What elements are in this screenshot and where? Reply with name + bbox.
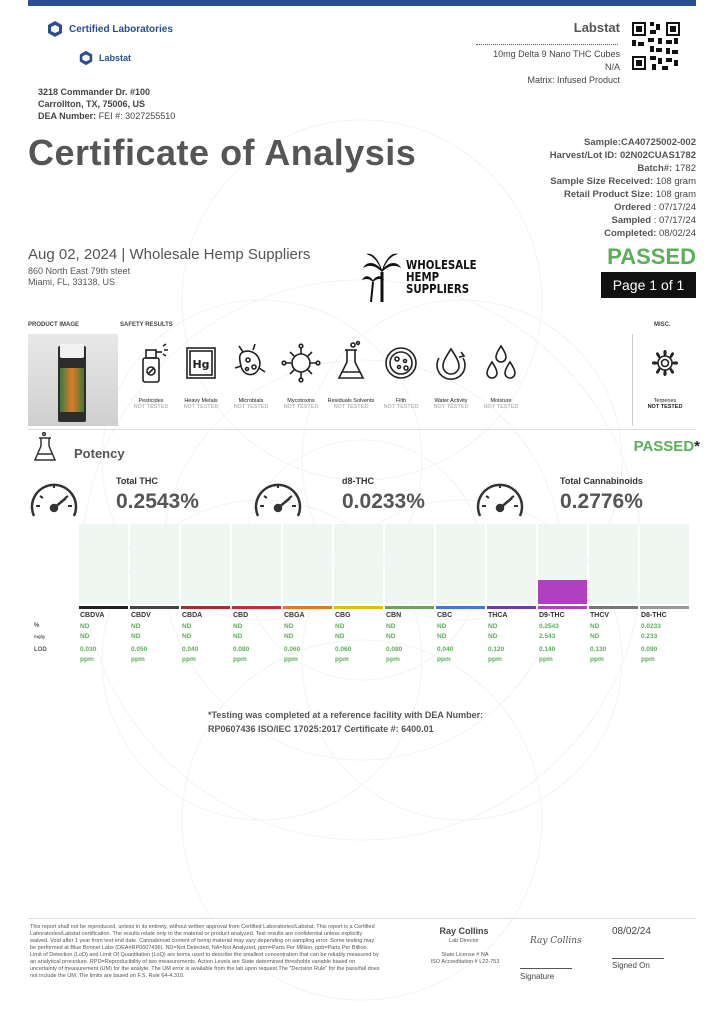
lab-address-line1: 3218 Commander Dr. #100 bbox=[38, 87, 151, 97]
potency-star: * bbox=[694, 438, 700, 455]
category-label-thcv: THCV bbox=[590, 612, 610, 619]
lod-value-cbdva: 0.030 bbox=[80, 646, 97, 653]
svg-text:Hg: Hg bbox=[192, 358, 210, 371]
safety-item-water-activity bbox=[426, 340, 476, 410]
heavy-metals-status: NOT TESTED bbox=[183, 404, 219, 410]
chart-column-bg-cbd bbox=[232, 524, 281, 604]
safety-results-label: SAFETY RESULTS bbox=[120, 322, 173, 328]
percent-value-thca: ND bbox=[488, 623, 498, 630]
client-street: 860 North East 79th steet bbox=[28, 266, 131, 276]
pesticides-status: NOT TESTED bbox=[133, 404, 169, 410]
ordered-value: : 07/17/24 bbox=[651, 202, 696, 213]
reference-note-line2: RP0607436 ISO/IEC 17025:2017 Certificate #: 6400.01 bbox=[208, 724, 434, 734]
signed-date: 08/02/24 bbox=[612, 926, 651, 937]
percent-value-cbda: ND bbox=[182, 623, 192, 630]
chart-column-bg-cbg bbox=[334, 524, 383, 604]
product-cap bbox=[60, 344, 84, 358]
retail-size-value: 108 gram bbox=[653, 189, 696, 200]
labstat-logo bbox=[78, 50, 131, 66]
lod-value-cbdv: 0.050 bbox=[131, 646, 148, 653]
lod-unit-cbga: ppm bbox=[284, 656, 298, 663]
client-logo-word-1: WHOLESALE bbox=[406, 258, 477, 272]
percent-value-cbg: ND bbox=[335, 623, 345, 630]
lod-value-cbda: 0.040 bbox=[182, 646, 199, 653]
client-line: Aug 02, 2024 | Wholesale Hemp Suppliers bbox=[28, 246, 311, 263]
top-accent-bar bbox=[28, 0, 696, 6]
signer-title: Lab Director bbox=[449, 938, 479, 944]
category-label-d9-thc: D9-THC bbox=[539, 612, 565, 619]
petri-dish-icon bbox=[381, 340, 421, 386]
chart-column-bg-cbdv bbox=[130, 524, 179, 604]
gauge-d8-thc-icon bbox=[252, 476, 304, 522]
chart-column-bg-cbc bbox=[436, 524, 485, 604]
spray-bottle-icon bbox=[131, 340, 171, 386]
dea-value: FEI #: 3027255510 bbox=[96, 111, 176, 121]
product-image-label: PRODUCT IMAGE bbox=[28, 322, 79, 328]
labstat-logo-text: Labstat bbox=[99, 53, 132, 63]
chart-baseline-thcv bbox=[589, 606, 638, 609]
lod-value-cbn: 0.080 bbox=[386, 646, 403, 653]
product-matrix: Matrix: Infused Product bbox=[527, 75, 620, 85]
percent-value-d9-thc: 0.2543 bbox=[539, 623, 559, 630]
category-label-cbda: CBDA bbox=[182, 612, 203, 619]
cannabinoid-bar-chart bbox=[78, 524, 690, 610]
mgg-value-cbdv: ND bbox=[131, 633, 141, 640]
flower-icon bbox=[644, 340, 686, 386]
filth-name: Filth bbox=[395, 398, 407, 404]
heavy-metals-name: Heavy Metals bbox=[184, 398, 218, 404]
moisture-status: NOT TESTED bbox=[483, 404, 519, 410]
chart-column-bg-cbda bbox=[181, 524, 230, 604]
residual-solvents-status: NOT TESTED bbox=[333, 404, 369, 410]
lod-value-thca: 0.120 bbox=[488, 646, 505, 653]
lod-value-cbd: 0.080 bbox=[233, 646, 250, 653]
client-address bbox=[28, 266, 130, 288]
completed-label: Completed: bbox=[604, 228, 657, 239]
percent-value-cbn: ND bbox=[386, 623, 396, 630]
microbe-icon bbox=[231, 340, 271, 386]
lod-value-d8-thc: 0.090 bbox=[641, 646, 658, 653]
client-logo-text bbox=[406, 259, 477, 295]
signature-scribble: Ray Collins bbox=[530, 936, 582, 946]
misc-terpenes bbox=[632, 334, 697, 426]
mgg-value-cbn: ND bbox=[386, 633, 396, 640]
percent-value-cbc: ND bbox=[437, 623, 447, 630]
lod-unit-cbdva: ppm bbox=[80, 656, 94, 663]
iso-accreditation: ISO Accreditation # L22-753 bbox=[430, 959, 500, 965]
dea-label: DEA Number: bbox=[38, 111, 97, 121]
pesticides-name: Pesticides bbox=[138, 398, 164, 404]
lod-value-cbc: 0.040 bbox=[437, 646, 454, 653]
category-label-cbdv: CBDV bbox=[131, 612, 151, 619]
potency-label: Potency bbox=[74, 446, 125, 461]
mgg-value-d9-thc: 2.543 bbox=[539, 633, 556, 640]
lod-unit-cbn: ppm bbox=[386, 656, 400, 663]
d8-thc-value: 0.0233% bbox=[342, 490, 425, 513]
qr-code-icon[interactable] bbox=[630, 20, 682, 72]
product-image bbox=[28, 334, 118, 426]
certified-labs-logo-text: Certified Laboratories bbox=[69, 23, 173, 35]
sample-id: Sample:CA40725002-002 bbox=[584, 137, 696, 148]
signature-caption: Signature bbox=[520, 972, 555, 981]
certified-labs-mark-icon bbox=[46, 20, 64, 38]
date-line bbox=[612, 958, 664, 959]
mgg-value-cbd: ND bbox=[233, 633, 243, 640]
size-received-label: Sample Size Received: bbox=[550, 176, 654, 187]
gauge-total-thc-icon bbox=[28, 476, 80, 522]
safety-item-residual-solvents bbox=[326, 340, 376, 410]
chart-column-bg-d8-thc bbox=[640, 524, 689, 604]
percent-value-cbd: ND bbox=[233, 623, 243, 630]
date-caption: Signed On bbox=[612, 961, 650, 970]
product-na: N/A bbox=[604, 62, 620, 72]
beaker-icon bbox=[30, 432, 60, 464]
safety-item-mycotoxins bbox=[276, 340, 326, 410]
percent-value-thcv: ND bbox=[590, 623, 600, 630]
misc-label: MISC. bbox=[654, 322, 671, 328]
potency-header bbox=[28, 429, 696, 466]
chart-column-bg-cbdva bbox=[79, 524, 128, 604]
mgg-value-cbc: ND bbox=[437, 633, 447, 640]
mycotoxins-status: NOT TESTED bbox=[283, 404, 319, 410]
product-name: 10mg Delta 9 Nano THC Cubes bbox=[493, 49, 620, 59]
safety-item-filth bbox=[376, 340, 426, 410]
chart-baseline-cbga bbox=[283, 606, 332, 609]
water-activity-status: NOT TESTED bbox=[433, 404, 469, 410]
retail-size-label: Retail Product Size: bbox=[564, 189, 654, 200]
chart-baseline-cbdv bbox=[130, 606, 179, 609]
virus-icon bbox=[281, 340, 321, 386]
mgg-value-cbga: ND bbox=[284, 633, 294, 640]
footer-divider bbox=[28, 918, 696, 919]
category-label-cbga: CBGA bbox=[284, 612, 305, 619]
category-label-cbd: CBD bbox=[233, 612, 249, 619]
mercury-icon bbox=[181, 340, 221, 386]
category-label-cbg: CBG bbox=[335, 612, 351, 619]
flask-icon bbox=[331, 340, 371, 386]
client-logo bbox=[362, 250, 489, 304]
sampled-value: : 07/17/24 bbox=[651, 215, 696, 226]
terpenes-status: NOT TESTED bbox=[647, 404, 683, 410]
chart-bar-d9-thc bbox=[538, 580, 587, 604]
mgg-value-thca: ND bbox=[488, 633, 498, 640]
client-logo-word-2: HEMP bbox=[406, 270, 440, 284]
dotted-divider bbox=[476, 44, 618, 45]
reference-note bbox=[208, 708, 483, 736]
chart-column-bg-thcv bbox=[589, 524, 638, 604]
chart-baseline-cbdva bbox=[79, 606, 128, 609]
signature-line bbox=[520, 968, 572, 969]
product-info bbox=[493, 48, 620, 87]
total-cannabinoids-value: 0.2776% bbox=[560, 490, 643, 513]
drops-icon bbox=[481, 340, 521, 386]
batch-label: Batch#: bbox=[637, 163, 673, 174]
completed-value: 08/02/24 bbox=[656, 228, 696, 239]
lab-address bbox=[38, 86, 175, 122]
chart-baseline-d9-thc bbox=[538, 606, 587, 609]
client-logo-word-3: SUPPLIERS bbox=[406, 282, 470, 296]
lod-unit-cbdv: ppm bbox=[131, 656, 145, 663]
total-thc-value: 0.2543% bbox=[116, 490, 199, 513]
dea-number bbox=[38, 110, 175, 122]
chart-baseline-d8-thc bbox=[640, 606, 689, 609]
moisture-name: Moisture bbox=[490, 398, 512, 404]
chart-baseline-cbn bbox=[385, 606, 434, 609]
percent-value-cbdv: ND bbox=[131, 623, 141, 630]
client-city: Miami, FL, 33138, US bbox=[28, 277, 116, 287]
lab-name: Labstat bbox=[573, 20, 620, 35]
filth-status: NOT TESTED bbox=[383, 404, 419, 410]
palm-tree-icon bbox=[362, 250, 402, 304]
sampled-label: Sampled bbox=[611, 215, 652, 226]
document-title: Certificate of Analysis bbox=[28, 132, 417, 173]
safety-results bbox=[126, 340, 626, 410]
lod-unit-cbd: ppm bbox=[233, 656, 247, 663]
chart-column-bg-thca bbox=[487, 524, 536, 604]
lod-unit-cbda: ppm bbox=[182, 656, 196, 663]
certified-labs-logo bbox=[46, 20, 173, 38]
mgg-value-cbdva: ND bbox=[80, 633, 90, 640]
mgg-value-d8-thc: 0.233 bbox=[641, 633, 658, 640]
microbials-status: NOT TESTED bbox=[233, 404, 269, 410]
category-label-d8-thc: D8-THC bbox=[641, 612, 667, 619]
lod-value-cbga: 0.060 bbox=[284, 646, 301, 653]
chart-column-bg-cbn bbox=[385, 524, 434, 604]
gauge-total-cannabinoids-icon bbox=[474, 476, 526, 522]
row-label-lod: LOD bbox=[34, 647, 47, 653]
overall-status: PASSED bbox=[607, 244, 696, 269]
category-label-thca: THCA bbox=[488, 612, 508, 619]
row-label-mgg: mg/g bbox=[34, 634, 45, 639]
mgg-value-cbg: ND bbox=[335, 633, 345, 640]
mgg-value-cbda: ND bbox=[182, 633, 192, 640]
chart-column-bg-cbga bbox=[283, 524, 332, 604]
lab-address-line2: Carrollton, TX, 75006, US bbox=[38, 99, 146, 109]
row-label-percent: % bbox=[34, 623, 40, 629]
water-drop-icon bbox=[431, 340, 471, 386]
safety-item-microbials bbox=[226, 340, 276, 410]
residual-solvents-name: Residuals Solvents bbox=[327, 398, 375, 404]
microbials-name: Microbials bbox=[238, 398, 264, 404]
lod-unit-d9-thc: ppm bbox=[539, 656, 553, 663]
disclaimer: This report shall not be reproduced, unless in its entirety, without written approval from Certified Laboratories/Labstat. This report is a Certified Laboratories/Labstat certification. The results relate only to the material or product analyzed. Test results are confidential unless explicitly waived. Void after 1 year from test end date. Cannabinoid content of hemp material may vary depending on sampling error. Some testing may be performed at Blue Bonnet Labs (DEA#RP0607436). ND=Not Detected, NA=Not Analyzed, ppm=Parts Per Million, ppb=Parts Per Billion. Limit of Detection (LoD) and Limit Of Quantitation (LoQ) are terms used to describe the smallest concentration that can be reliably measured by an analytical procedure. RPD=Reproducibility of two measurements. Action Levels are State determined thresholds variable based on uncertainty of measurement (UM) for the analyte. The UM error is available from the lab upon request.The "Decision Rule" for the pass/fail does not include the UM. The limits are based on F.S. Rule 64-4.310. bbox=[30, 924, 380, 979]
labstat-mark-icon bbox=[78, 50, 94, 66]
ordered-label: Ordered bbox=[614, 202, 652, 213]
water-activity-name: Water Activity bbox=[434, 398, 468, 404]
percent-value-d8-thc: 0.0233 bbox=[641, 623, 661, 630]
batch-value: 1782 bbox=[672, 163, 696, 174]
lod-unit-d8-thc: ppm bbox=[641, 656, 655, 663]
safety-item-heavy-metals bbox=[176, 340, 226, 410]
category-label-cbc: CBC bbox=[437, 612, 453, 619]
chart-baseline-cbd bbox=[232, 606, 281, 609]
page-indicator: Page 1 of 1 bbox=[601, 272, 696, 298]
harvest-lot-id: Harvest/Lot ID: 02N02CUAS1782 bbox=[549, 150, 696, 161]
d8-thc-label: d8-THC bbox=[342, 476, 374, 486]
state-license: State License # NA bbox=[441, 952, 489, 958]
mycotoxins-name: Mycotoxins bbox=[287, 398, 315, 404]
lod-unit-thcv: ppm bbox=[590, 656, 604, 663]
lod-value-thcv: 0.130 bbox=[590, 646, 607, 653]
lod-unit-thca: ppm bbox=[488, 656, 502, 663]
lod-unit-cbc: ppm bbox=[437, 656, 451, 663]
chart-baseline-cbda bbox=[181, 606, 230, 609]
potency-passed-text: PASSED bbox=[633, 438, 695, 455]
potency-status bbox=[634, 438, 700, 455]
lod-value-d9-thc: 0.140 bbox=[539, 646, 556, 653]
category-label-cbdva: CBDVA bbox=[80, 612, 105, 619]
percent-value-cbga: ND bbox=[284, 623, 294, 630]
safety-item-moisture bbox=[476, 340, 526, 410]
chart-baseline-cbc bbox=[436, 606, 485, 609]
safety-item-pesticides bbox=[126, 340, 176, 410]
total-thc-label: Total THC bbox=[116, 476, 158, 486]
total-cannabinoids-label: Total Cannabinoids bbox=[560, 476, 643, 486]
sample-info bbox=[550, 136, 696, 240]
category-label-cbn: CBN bbox=[386, 612, 402, 619]
size-received-value: 108 gram bbox=[653, 176, 696, 187]
chart-baseline-cbg bbox=[334, 606, 383, 609]
terpenes-name: Terpenes bbox=[653, 398, 677, 404]
lod-value-cbg: 0.060 bbox=[335, 646, 352, 653]
license-info bbox=[400, 952, 530, 966]
percent-value-cbdva: ND bbox=[80, 623, 90, 630]
product-label bbox=[60, 368, 84, 412]
lod-unit-cbg: ppm bbox=[335, 656, 349, 663]
mgg-value-thcv: ND bbox=[590, 633, 600, 640]
reference-note-line1: *Testing was completed at a reference facility with DEA Number: bbox=[208, 710, 484, 720]
signer-name: Ray Collins bbox=[439, 926, 489, 936]
chart-baseline-thca bbox=[487, 606, 536, 609]
